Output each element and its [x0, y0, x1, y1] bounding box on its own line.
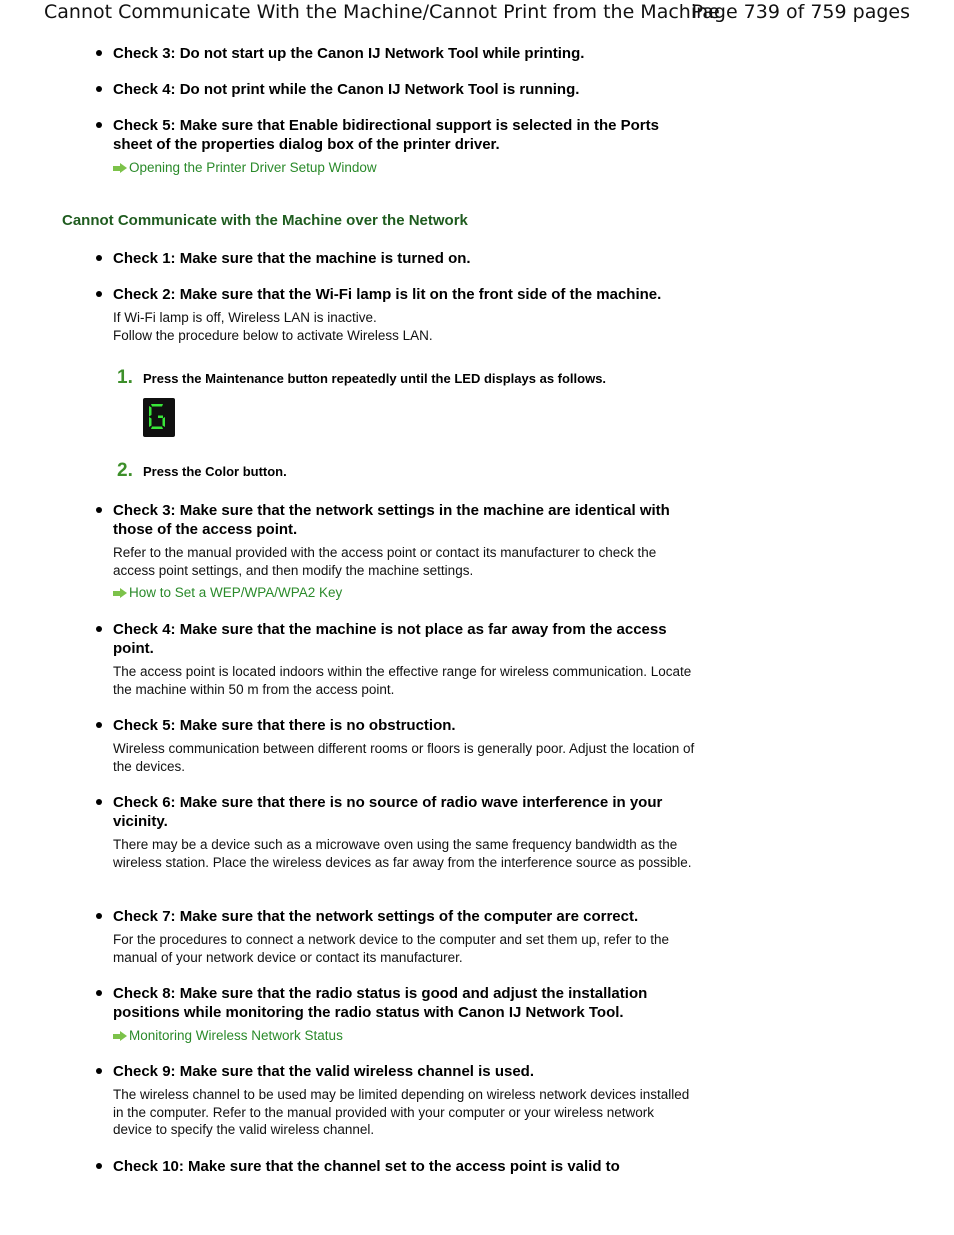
check-title: Check 10: Make sure that the channel set to the access point is valid to [113, 1158, 620, 1175]
check-4-item [96, 80, 696, 99]
check-text: Follow the procedure below to activate Wireless LAN. [113, 327, 433, 343]
check-title: Check 4: Do not print while the Canon IJ Network Tool is running. [113, 81, 580, 98]
check-5-item [96, 116, 686, 176]
check-title: Check 4: Make sure that the machine is not place as far away from the access point. [113, 621, 667, 657]
section-heading: Cannot Communicate with the Machine over the Network [62, 212, 468, 229]
net-check-9-item [96, 1062, 696, 1139]
check-title: Check 2: Make sure that the Wi-Fi lamp is lit on the front side of the machine. [113, 286, 662, 303]
check-text: There may be a device such as a microwave oven using the same frequency bandwidth as the wireless station. Place the wireless devices as far away from the interference source as possible. [113, 837, 692, 870]
bullet [96, 86, 102, 92]
led-g-icon [148, 403, 166, 430]
bullet [96, 507, 102, 513]
check-text: Wireless communication between different rooms or floors is generally poor. Adjust the location of the devices. [113, 741, 695, 774]
printer-driver-setup-link[interactable] [113, 159, 686, 176]
bullet [96, 291, 102, 297]
step-2 [117, 460, 287, 482]
net-check-7-item [96, 907, 696, 966]
check-text: If Wi-Fi lamp is off, Wireless LAN is inactive. [113, 310, 377, 325]
net-check-1-item [96, 249, 696, 268]
step-text: Press the Maintenance button repeatedly until the LED displays as follows. [143, 371, 607, 386]
bullet [96, 990, 102, 996]
check-text: The wireless channel to be used may be limited depending on wireless network devices installed in the computer. Refer to the manual provided with your computer or your wireless network device to specify the valid wireless channel. [113, 1087, 690, 1137]
check-3-item [96, 44, 696, 63]
net-check-3-item [96, 501, 696, 601]
check-title: Check 8: Make sure that the radio status is good and adjust the installation positions while monitoring the radio status with Canon IJ Network Tool. [113, 985, 648, 1021]
check-title: Check 1: Make sure that the machine is turned on. [113, 250, 471, 267]
step-text: Press the Color button. [143, 464, 287, 479]
bullet [96, 255, 102, 261]
link-text[interactable]: Opening the Printer Driver Setup Window [129, 160, 377, 175]
page-number: Page 739 of 759 pages [691, 1, 910, 23]
check-text: Refer to the manual provided with the access point or contact its manufacturer to check the access point settings, and then modify the machine settings. [113, 545, 657, 578]
step-1 [117, 367, 606, 389]
page-title: Cannot Communicate With the Machine/Cannot Print from the Machine [44, 1, 720, 23]
bullet [96, 1068, 102, 1074]
step-number: 2. [117, 460, 133, 481]
bullet [96, 913, 102, 919]
check-title: Check 5: Make sure that there is no obstruction. [113, 717, 456, 734]
green-arrow-icon [113, 1031, 127, 1041]
net-check-2-item [96, 285, 696, 344]
green-arrow-icon [113, 588, 127, 598]
check-title: Check 5: Make sure that Enable bidirectional support is selected in the Ports sheet of the properties dialog box of the printer driver. [113, 117, 659, 153]
wireless-status-link[interactable] [113, 1027, 686, 1044]
check-text: For the procedures to connect a network device to the computer and set them up, refer to the manual of your network device or contact its manufacturer. [113, 932, 670, 965]
net-check-8-item [96, 984, 686, 1044]
check-title: Check 7: Make sure that the network settings of the computer are correct. [113, 908, 639, 925]
bullet [96, 50, 102, 56]
net-check-4-item [96, 620, 696, 698]
net-check-10-item [96, 1157, 696, 1176]
net-check-5-item [96, 716, 696, 775]
link-text[interactable]: Monitoring Wireless Network Status [129, 1028, 343, 1043]
green-arrow-icon [113, 163, 127, 173]
bullet [96, 799, 102, 805]
bullet [96, 626, 102, 632]
led-display [143, 398, 175, 437]
check-text: The access point is located indoors within the effective range for wireless communication. Locate the machine within 50 m from the access point. [113, 664, 692, 697]
bullet [96, 722, 102, 728]
step-number: 1. [117, 367, 133, 388]
bullet [96, 1163, 102, 1169]
check-title: Check 3: Make sure that the network settings in the machine are identical with those of the access point. [113, 502, 670, 538]
wep-wpa-key-link[interactable] [113, 584, 696, 601]
check-title: Check 6: Make sure that there is no source of radio wave interference in your vicinity. [113, 794, 663, 830]
link-text[interactable]: How to Set a WEP/WPA/WPA2 Key [129, 585, 343, 600]
bullet [96, 122, 102, 128]
check-title: Check 3: Do not start up the Canon IJ Network Tool while printing. [113, 45, 585, 62]
check-title: Check 9: Make sure that the valid wireless channel is used. [113, 1063, 534, 1080]
net-check-6-item [96, 793, 696, 871]
